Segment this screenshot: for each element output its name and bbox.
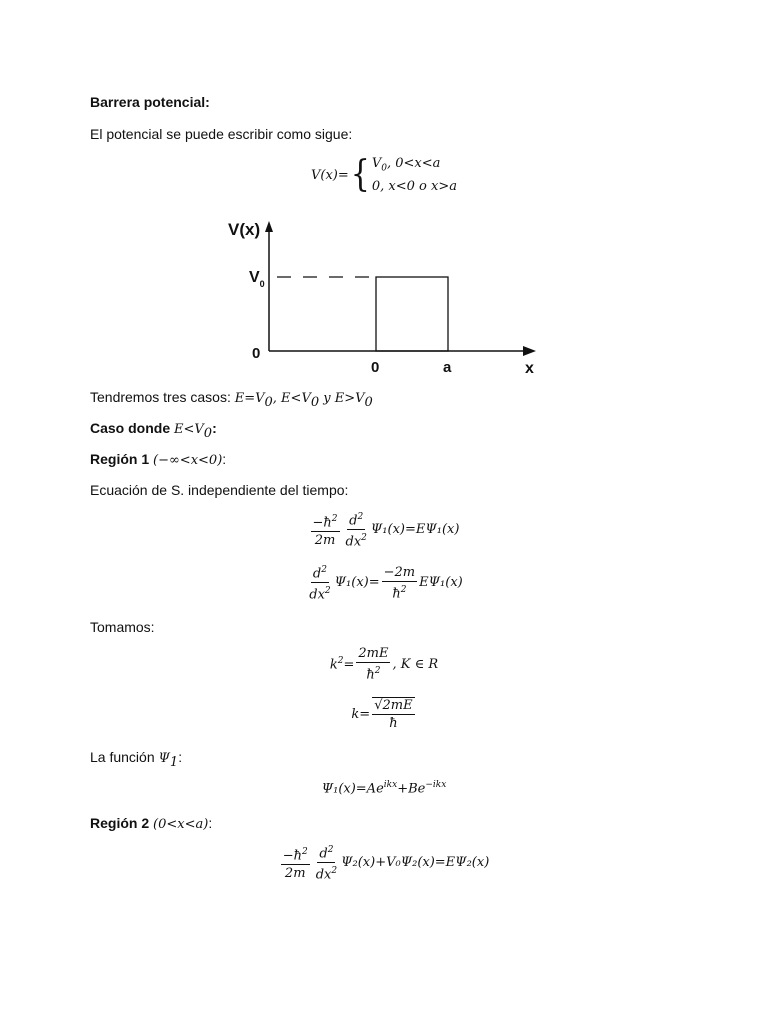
three-cases-line: Tendremos tres casos: $E=V_0$, $E<V_0$ y $E>V_0$ [90, 389, 373, 410]
schrodinger-eq-2 [0, 563, 768, 603]
origin-y-label: 0 [252, 345, 261, 362]
wavefunction-eq-1: $\Psi_1(x)=Ae^{ikx}+Be^{-ikx}$ [321, 780, 447, 797]
tick-zero-label: 0 [371, 359, 380, 376]
k-eq: k= $\frac{√2mE}{ħ}$ [351, 698, 413, 731]
potential-lhs: V(x)= [311, 167, 349, 183]
case-1: $V_0$, 0<x<a [371, 156, 441, 174]
fraction-2m-hbar: $\frac{-2m}{ħ^2}$ [383, 564, 416, 601]
eq2-rhs: EΨ₁(x) [419, 575, 463, 591]
eq3-rhs: , K ∈ R [392, 656, 439, 672]
fraction-sqrt-2mE-hbar: $\frac{√2mE}{ħ}$ [374, 698, 413, 731]
potential-equation [0, 155, 768, 196]
function-line: La función $\Psi_1$: [90, 749, 183, 770]
fraction-2mE-hbar2: $\frac{2mE}{ħ^2}$ [358, 646, 389, 683]
x-axis-label: x [525, 360, 534, 377]
v0-label: $V_0$ [249, 269, 265, 289]
case-heading: Caso donde $E<V_0$: [90, 420, 217, 441]
cases-block [372, 155, 457, 196]
x-axis-arrow [523, 346, 536, 356]
schrodinger-eq-region-2 [0, 843, 768, 883]
eq2-mid: Ψ₁(x)= [334, 575, 380, 591]
eq6-rhs: Ψ₂(x)+V₀Ψ₂(x)=EΨ₂(x) [341, 855, 490, 871]
region-1-heading: Región 1 (−∞<x<0): [90, 451, 227, 468]
k-squared-eq: $k^2=$ $\frac{2mE}{ħ^2}$ , K ∈ R [329, 646, 439, 683]
cases-brace: { [350, 153, 370, 196]
region-2-heading: Región 2 (0<x<a): [90, 815, 213, 832]
fraction-d2-dx2-c: $\frac{d^2}{dx^2}$ [315, 845, 338, 883]
schrodinger-eq-1 [0, 510, 768, 550]
fraction-hbar-2m-b: $\frac{-ħ^2}{2m}$ [282, 846, 308, 881]
y-axis-arrow [265, 221, 273, 232]
barrier-rect [376, 277, 448, 351]
fraction-d2-dx2-b: $\frac{d^2}{dx^2}$ [309, 565, 331, 603]
barrier-figure [220, 214, 550, 379]
tick-a-label: a [443, 359, 452, 376]
fraction-d2-dx2: $\frac{d^2}{dx^2}$ [345, 512, 367, 550]
y-axis-label: V(x) [228, 220, 261, 239]
section-heading: Barrera potencial: [90, 94, 210, 110]
eq1-rhs: Ψ₁(x)=EΨ₁(x) [370, 522, 460, 538]
case-2: 0, x<0 o x>a [371, 178, 457, 194]
tomamos-text: Tomamos: [90, 619, 155, 635]
fraction-hbar-2m: $\frac{-ħ^2}{2m}$ [312, 513, 338, 548]
intro-text: El potencial se puede escribir como sigue: [90, 126, 353, 142]
schrodinger-text: Ecuación de S. independiente del tiempo: [90, 482, 349, 498]
